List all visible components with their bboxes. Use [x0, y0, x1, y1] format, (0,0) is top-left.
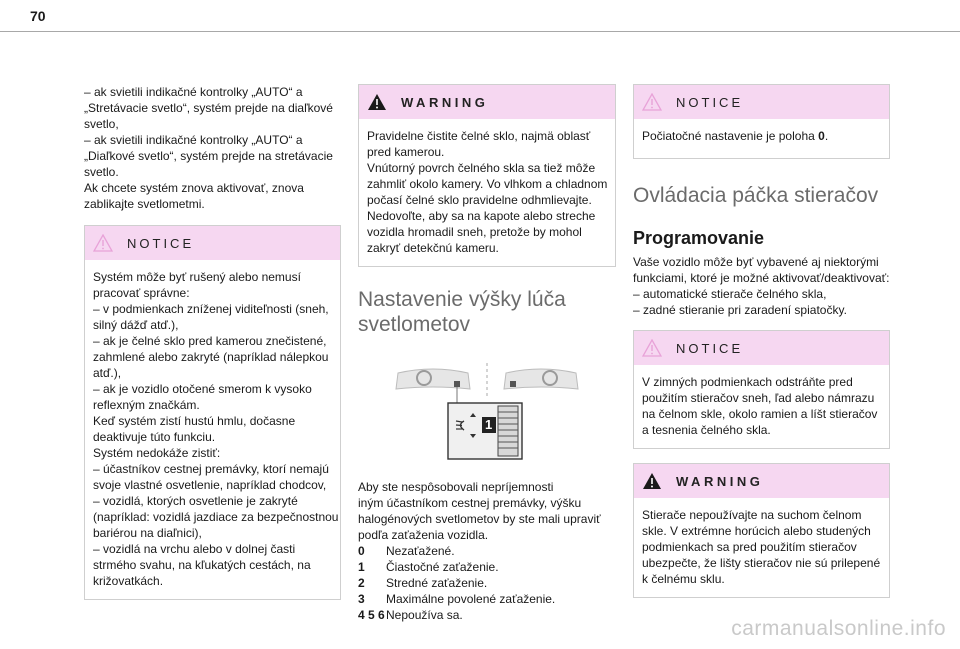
- level-text: Čiastočné zaťaženie.: [386, 560, 499, 574]
- notice-icon: [642, 93, 662, 111]
- text-line: – účastníkov cestnej premávky, ktorí nemajú: [93, 462, 329, 476]
- text-line: Stierače nepoužívajte na suchom čelnom: [642, 508, 862, 522]
- text-line: „Stretávacie svetlo“, systém prejde na diaľkové: [84, 101, 333, 115]
- level-key: 2: [358, 576, 365, 590]
- warning-body: [634, 498, 889, 597]
- dashboard-illustration: [358, 359, 616, 461]
- subsection-heading: Programovanie: [633, 228, 765, 248]
- notice-label: NOTICE: [127, 235, 195, 251]
- section-heading: Ovládacia páčka stieračov: [633, 184, 879, 207]
- text-line: svetlo,: [84, 117, 119, 131]
- load-level-list: [358, 543, 616, 623]
- text-line: reflexným značkám.: [93, 398, 200, 412]
- text-line: Aby ste nespôsobovali nepríjemnosti: [358, 480, 554, 494]
- warning-label: WARNING: [676, 473, 764, 489]
- text-line: „Diaľkové svetlo“, systém prejde na stretávacie: [84, 149, 333, 163]
- text-line: V zimných podmienkach odstráňte pred: [642, 375, 853, 389]
- notice-body: [634, 119, 889, 158]
- list-item: [358, 591, 616, 607]
- text-line: Systém nedokáže zistiť:: [93, 446, 221, 460]
- level-key: 0: [358, 544, 365, 558]
- list-item: [358, 607, 616, 623]
- notice-position: 0: [818, 129, 825, 143]
- text-line: vozidla hromadil sneh, pretože by mohol: [367, 225, 582, 239]
- notice-icon: [642, 339, 662, 357]
- text-line: atď.),: [93, 366, 122, 380]
- list-item: [358, 575, 616, 591]
- text-line: Systém môže byť rušený alebo nemusí: [93, 270, 301, 284]
- text-line: iným účastníkom cestnej premávky, výšku: [358, 496, 582, 510]
- text-line: skle. V extrémne horúcich alebo studených: [642, 524, 871, 538]
- text-line: Keď systém zistí hustú hmlu, dočasne: [93, 414, 296, 428]
- notice-body: [85, 260, 340, 599]
- text-line: podľa zaťaženia vozidla.: [358, 528, 489, 542]
- text-line: križovatkách.: [93, 574, 164, 588]
- notice-box: [633, 330, 890, 449]
- text-line: – zadné stieranie pri zaradení spiatočky.: [633, 303, 847, 317]
- level-text: Nezaťažené.: [386, 544, 455, 558]
- text-line: – ak je čelné sklo pred kamerou znečistené,: [93, 334, 327, 348]
- column-2: [358, 84, 616, 623]
- body-text: [633, 254, 890, 318]
- column-3: [633, 84, 890, 598]
- intro-text: [84, 84, 341, 212]
- text-line: (napríklad: vozidlá jazdiace za bezpečnostnou: [93, 510, 339, 524]
- text-line: – ak svietili indikačné kontrolky „AUTO“ a: [84, 133, 303, 147]
- text-line: Vaše vozidlo môže byť vybavené aj niektorými: [633, 255, 879, 269]
- warning-header: [359, 85, 615, 119]
- notice-header: [634, 331, 889, 365]
- text-line: Pravidelne čistite čelné sklo, najmä oblasť: [367, 129, 591, 143]
- level-key: 3: [358, 592, 365, 606]
- warning-label: WARNING: [401, 94, 489, 110]
- notice-box: [84, 225, 341, 600]
- notice-icon: [93, 234, 113, 252]
- dial-digit: 1: [485, 417, 493, 432]
- text-line: podmienkach sa pred použitím stieračov: [642, 540, 857, 554]
- text-line: halogénových svetlometov by ste mali upraviť: [358, 512, 601, 526]
- heading-line: svetlometov: [358, 313, 471, 336]
- warning-icon: [367, 93, 387, 111]
- notice-text: Počiatočné nastavenie je poloha: [642, 129, 819, 143]
- level-text: Stredné zaťaženie.: [386, 576, 488, 590]
- watermark: carmanualsonline.info: [731, 617, 946, 640]
- text-line: – v podmienkach zníženej viditeľnosti (sneh,: [93, 302, 329, 316]
- text-line: – vozidlá na vrchu alebo v dolnej časti: [93, 542, 296, 556]
- text-line: pred kamerou.: [367, 145, 445, 159]
- text-line: strmého svahu, na kľukatých cestách, na: [93, 558, 311, 572]
- text-line: zablikajte svetlometmi.: [84, 197, 205, 211]
- notice-header: [634, 85, 889, 119]
- notice-body: [634, 365, 889, 448]
- page-number: 70: [30, 8, 46, 24]
- text-line: k čelnému sklu.: [642, 572, 725, 586]
- header-rule: [0, 31, 960, 32]
- text-line: svoje vlastné osvetlenie, napríklad chodcov,: [93, 478, 327, 492]
- text-line: funkciami, ktoré je možné aktivovať/deaktivovať:: [633, 271, 890, 285]
- text-line: pracovať správne:: [93, 286, 190, 300]
- text-line: – automatické stierače čelného skla,: [633, 287, 827, 301]
- notice-label: NOTICE: [676, 340, 744, 356]
- text-line: Vnútorný povrch čelného skla sa tiež môže: [367, 161, 596, 175]
- text-line: zahmlené alebo zakryté (napríklad nálepkou: [93, 350, 329, 364]
- warning-icon: [642, 472, 662, 490]
- notice-text-end: .: [824, 129, 829, 143]
- body-text: [358, 479, 616, 543]
- text-line: – ak je vozidlo otočené smerom k vysoko: [93, 382, 312, 396]
- warning-box: [633, 463, 890, 598]
- text-line: bariérou na diaľnici),: [93, 526, 202, 540]
- list-item: [358, 559, 616, 575]
- text-line: svetlo.: [84, 165, 119, 179]
- level-key: 1: [358, 560, 365, 574]
- level-text: Nepoužíva sa.: [386, 608, 463, 622]
- warning-body: [359, 119, 615, 266]
- text-line: počasí čelné sklo pravidelne odhmlievajte.: [367, 193, 592, 207]
- text-line: Ak chcete systém znova aktivovať, znova: [84, 181, 304, 195]
- heading-line: Nastavenie výšky lúča: [358, 288, 566, 311]
- notice-box: [633, 84, 890, 159]
- headlamp-adjuster-figure: [358, 359, 616, 461]
- list-item: [358, 543, 616, 559]
- text-line: zakryť detekčnú kameru.: [367, 241, 499, 255]
- column-1: [84, 84, 341, 600]
- text-line: a tesnenia čelného skla.: [642, 423, 771, 437]
- warning-header: [634, 464, 889, 498]
- text-line: zahmliť okolo kamery. Vo vlhkom a chladnom: [367, 177, 608, 191]
- level-text: Maximálne povolené zaťaženie.: [386, 592, 556, 606]
- notice-label: NOTICE: [676, 94, 744, 110]
- text-line: použitím stieračov sneh, ľad alebo námrazu: [642, 391, 875, 405]
- notice-header: [85, 226, 340, 260]
- text-line: – ak svietili indikačné kontrolky „AUTO“ a: [84, 85, 303, 99]
- text-line: ubezpečte, že lišty stieračov nie sú prilepené: [642, 556, 881, 570]
- text-line: na čelnom skle, okolo ramien a líšt stieračov: [642, 407, 878, 421]
- section-heading: [358, 287, 616, 337]
- text-line: – vozidlá, ktorých osvetlenie je zakryté: [93, 494, 298, 508]
- text-line: silný dážď atď.),: [93, 318, 179, 332]
- warning-box: [358, 84, 616, 267]
- level-key: 4 5 6: [358, 608, 385, 622]
- text-line: Nedovoľte, aby sa na kapote alebo streche: [367, 209, 596, 223]
- text-line: deaktivuje túto funkciu.: [93, 430, 216, 444]
